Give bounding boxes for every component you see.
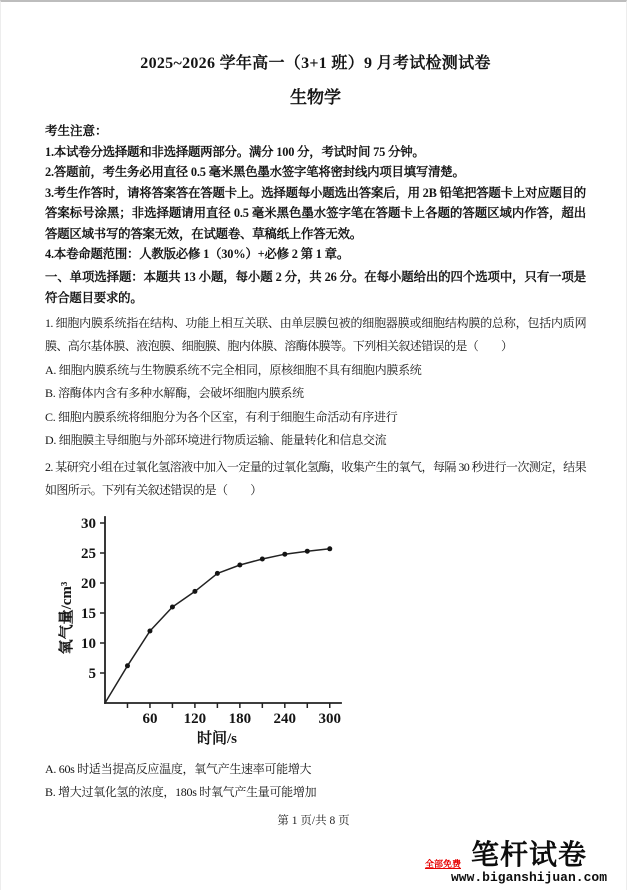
svg-text:氧气量/cm³: 氧气量/cm³ bbox=[59, 581, 75, 654]
notice-heading: 考生注意： bbox=[45, 124, 108, 138]
svg-text:180: 180 bbox=[228, 710, 252, 727]
svg-text:5: 5 bbox=[88, 665, 96, 682]
svg-text:25: 25 bbox=[81, 545, 96, 562]
svg-text:240: 240 bbox=[273, 710, 297, 727]
question-1-option-c: C. 细胞内膜系统将细胞分为各个区室，有利于细胞生命活动有序进行 bbox=[45, 409, 398, 424]
page-title: 2025~2026 学年高一（3+1 班）9 月考试检测试卷 bbox=[140, 55, 491, 72]
question-2-option-a: A. 60s 时适当提高反应温度，氧气产生速率可能增大 bbox=[45, 761, 312, 776]
svg-text:时间/s: 时间/s bbox=[196, 730, 238, 747]
question-2-option-b: B. 增大过氧化氢的浓度，180s 时氧气产生量可能增加 bbox=[45, 785, 317, 799]
svg-text:300: 300 bbox=[318, 710, 342, 727]
question-2-stem: 2. 某研究小组在过氧化氢溶液中加入一定量的过氧化氢酶，收集产生的氧气，每隔 30 秒进行一次测定，结果如图所示。下列有关叙述错误的是（ ） bbox=[45, 459, 586, 497]
question-1-option-a: A. 细胞内膜系统与生物膜系统不完全相同，原核细胞不具有细胞内膜系统 bbox=[45, 362, 422, 377]
svg-text:20: 20 bbox=[81, 575, 96, 592]
svg-text:60: 60 bbox=[142, 710, 158, 727]
watermark bbox=[424, 839, 607, 886]
question-1-option-b: B. 溶酶体内含有多种水解酶，会破坏细胞内膜系统 bbox=[45, 386, 304, 400]
question-1-stem: 1. 细胞内膜系统指在结构、功能上相互关联、由单层膜包被的细胞器膜或细胞结构膜的总称，包括内质网膜、高尔基体膜、液泡膜、细胞膜、胞内体膜、溶酶体膜等。下列相关叙述错误的是（ ） bbox=[45, 315, 586, 353]
notice-item-3: 3.考生作答时，请将答案答在答题卡上。选择题每小题选出答案后，用 2B 铅笔把答题卡上对应题目的答案标号涂黑；非选择题请用直径 0.5 毫米黑色墨水签字笔在答题卡上各题的答题区域内作答，超出答题区域书写的答案无效，在试题卷、草稿纸上作答无效。 bbox=[45, 185, 586, 241]
section-heading: 一、单项选择题：本题共 13 小题，每小题 2 分，共 26 分。在每小题给出的四个选项中，只有一项是符合题目要求的。 bbox=[45, 269, 586, 305]
notice-item-4: 4.本卷命题范围：人教版必修 1（30%）+必修 2 第 1 章。 bbox=[45, 247, 350, 261]
subject-title: 生物学 bbox=[290, 88, 341, 107]
question-1-option-d: D. 细胞膜主导细胞与外部环境进行物质运输、能量转化和信息交流 bbox=[45, 433, 387, 447]
svg-text:30: 30 bbox=[81, 515, 96, 532]
watermark-url: www.biganshijuan.com bbox=[450, 870, 607, 885]
notice-item-1: 1.本试卷分选择题和非选择题两部分。满分 100 分，考试时间 75 分钟。 bbox=[45, 144, 425, 159]
paper-content bbox=[1, 2, 626, 805]
svg-text:120: 120 bbox=[183, 710, 207, 727]
notice-item-2: 2.答题前，考生务必用直径 0.5 毫米黑色墨水签字笔将密封线内项目填写清楚。 bbox=[45, 165, 465, 179]
watermark-brand: 笔杆试卷 bbox=[470, 839, 587, 870]
svg-text:15: 15 bbox=[81, 605, 96, 622]
watermark-free-tag: 全部免费 bbox=[424, 859, 461, 869]
page-number: 第 1 页/共 8 页 bbox=[277, 815, 350, 827]
oxygen-volume-line-chart bbox=[57, 509, 357, 754]
svg-text:10: 10 bbox=[81, 635, 96, 652]
